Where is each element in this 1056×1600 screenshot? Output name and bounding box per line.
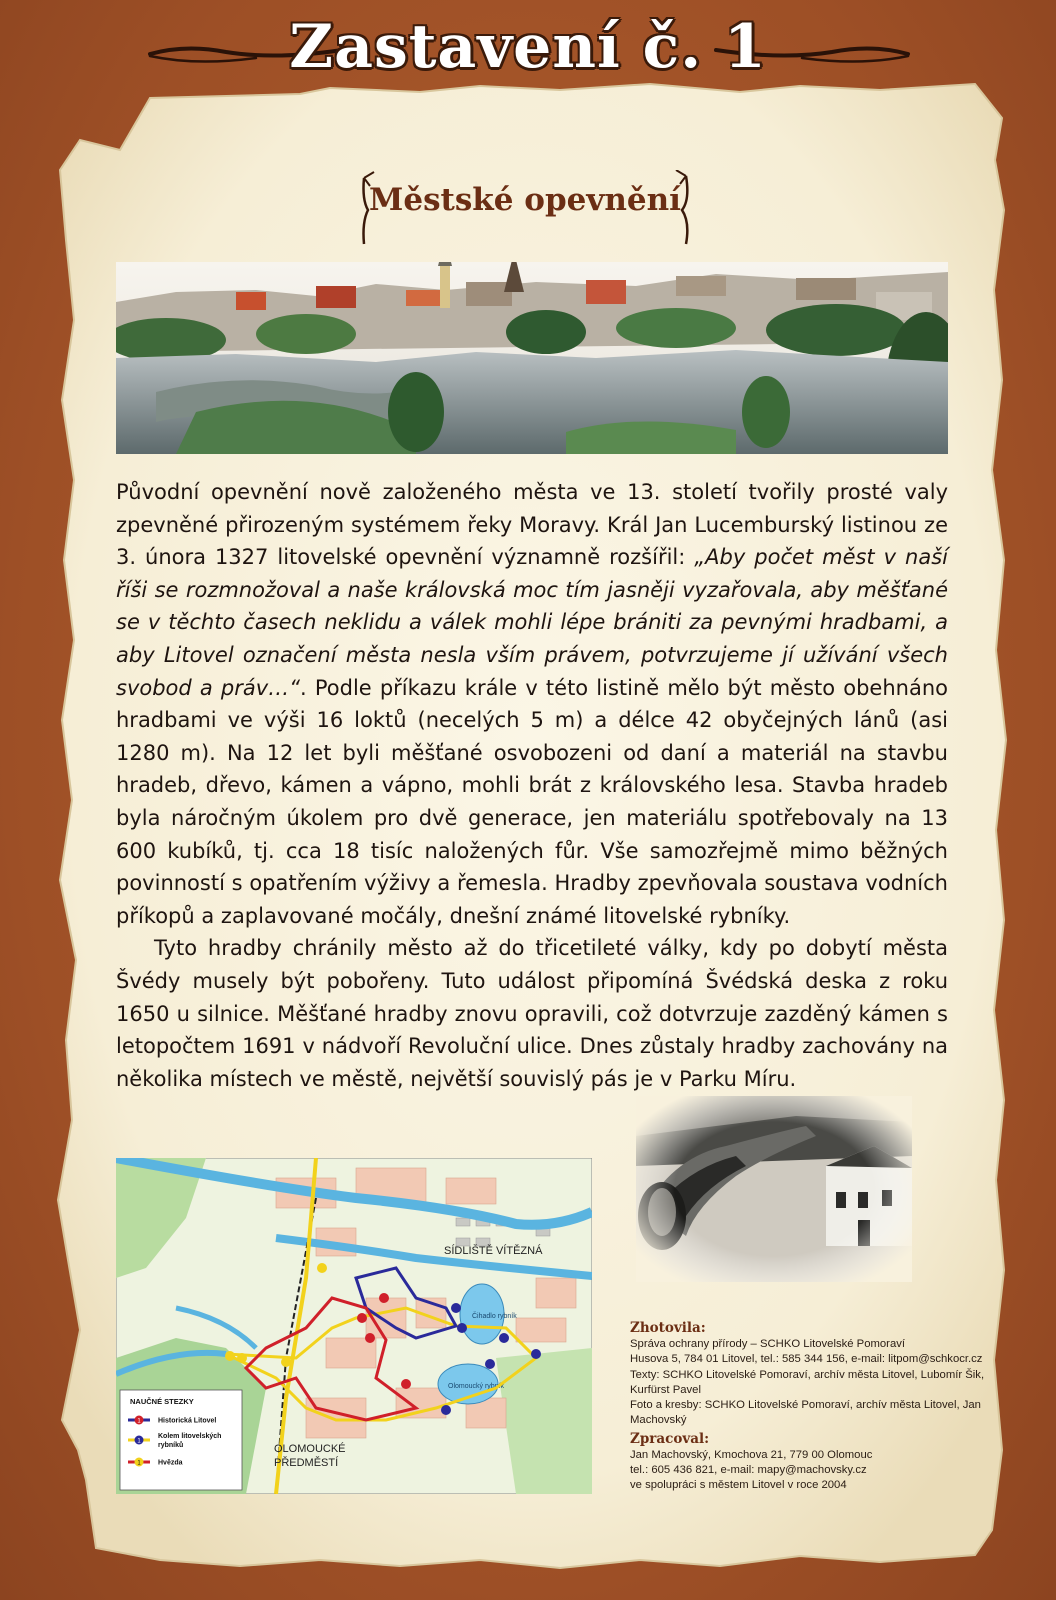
map-marker — [281, 1357, 291, 1367]
map-marker — [499, 1333, 509, 1343]
royal-charter-quote: „Aby počet měst v naší říši se rozmnožoval a naše královská moc tím jasněji vyzařovala, aby měšťané se v těchto časech neklidu a válek mohli lépe brániti za pevnými hradbami, a aby Litovel označení města nesla vším právem, potvrzujeme jí užívání všech svobod a práv…“ — [116, 545, 948, 700]
legend-label: Hvězda — [158, 1459, 183, 1467]
legend-number: 1 — [137, 1438, 141, 1445]
legend-number: 1 — [137, 1418, 141, 1425]
pond-label: Čihadlo rybník — [472, 1313, 517, 1320]
historic-wall-photo — [636, 1096, 912, 1282]
map-area-label: PŘEDMĚSTÍ — [274, 1457, 339, 1469]
credits-line: Husova 5, 784 01 Litovel, tel.: 585 344 156, e-mail: litpom@schkocr.cz — [630, 1353, 983, 1366]
map-marker — [457, 1323, 467, 1333]
credits — [630, 1320, 1010, 1496]
credits-line: Správa ochrany přírody – SCHKO Litovelské Pomoraví — [630, 1338, 906, 1350]
page-title: Zastavení č. 1 — [289, 12, 767, 82]
trail-map — [116, 1158, 592, 1494]
credits-made-by — [630, 1337, 1010, 1429]
map-marker — [531, 1349, 541, 1359]
article-body — [116, 476, 948, 1095]
map-marker — [237, 1353, 247, 1363]
paragraph-2: Tyto hradby chránily město až do třicetileté války, kdy po dobytí města Švédy musely být pobořeny. Tuto událost připomíná Švédská deska z roku 1650 u silnice. Měšťané hradby znovu opravili, což dotvrzuje zazděný kámen s letopočtem 1691 v nádvoří Revoluční ulice. Dnes zůstaly hradby zachovány na několika místech ve městě, největší souvislý pás je v Parku Míru. — [116, 936, 948, 1091]
map-marker — [379, 1293, 389, 1303]
map-marker — [441, 1405, 451, 1415]
map-area-label: OLOMOUCKÉ — [274, 1443, 346, 1455]
credits-processed-heading: Zpracoval: — [630, 1430, 710, 1447]
subtitle-frame — [360, 170, 690, 250]
credits-line: Texty: SCHKO Litovelské Pomoraví, archív města Litovel, Lubomír Šik, Kurfürst Pavel — [630, 1368, 985, 1396]
map-marker — [365, 1333, 375, 1343]
pond-label: Olomoucký rybník — [448, 1383, 505, 1390]
map-marker — [317, 1263, 327, 1273]
map-marker — [401, 1379, 411, 1389]
credits-processed-by — [630, 1448, 1010, 1494]
credits-line: Jan Machovský, Kmochova 21, 779 00 Olomouc — [630, 1448, 873, 1461]
map-marker — [485, 1359, 495, 1369]
map-marker — [225, 1351, 235, 1361]
map-area-label: SÍDLIŠTĚ VÍTĚZNÁ — [444, 1245, 543, 1257]
map-marker — [451, 1303, 461, 1313]
legend-title: NAUČNÉ STEZKY — [130, 1397, 194, 1406]
map-marker — [357, 1313, 367, 1323]
legend-label: rybníků — [158, 1442, 184, 1449]
section-subtitle: Městské opevnění — [369, 182, 681, 218]
credits-line: ve spolupráci s městem Litovel v roce 2004 — [630, 1479, 847, 1492]
town-panorama-photo — [116, 262, 948, 454]
paragraph-1 — [116, 476, 948, 932]
credits-line: tel.: 605 436 821, e-mail: mapy@machovsky.cz — [630, 1464, 867, 1477]
credits-made-by-heading: Zhotovila: — [630, 1320, 706, 1336]
paragraph-1-intro: Původní opevnění nově založeného města ve 13. století tvořily prosté valy zpevněné přirozeným systémem řeky Moravy. Král Jan Lucemburský listinou ze 3. února 1327 litovelské opevnění významně rozšířil: — [116, 480, 948, 570]
legend-label: Historická Litovel — [158, 1417, 217, 1425]
legend-number: 1 — [137, 1460, 141, 1467]
paragraph-1-rest: . Podle příkazu krále v této listině mělo být město obehnáno hradbami ve výši 16 loktů (necelých 5 m) a délce 42 obyčejných lánů (asi 1280 m). Na 12 let byli měšťané osvobozeni od daní a materiál na stavbu hradeb, dřevo, kámen a vápno, mohli brát z královského lesa. Stavba hradeb byla náročným úkolem pro dvě generace, jen materiálu spotřebovaly na 13 600 kubíků, tj. cca 18 tisíc naložených fůr. Vše samozřejmě mimo běžných povinností s opatřením výživy a řemesla. Hradby zpevňovala soustava vodních příkopů a zaplavované močály, dnešní známé litovelské rybníky. — [116, 675, 948, 928]
credits-line: Foto a kresby: SCHKO Litovelské Pomoraví, archív města Litovel, Jan Machovský — [630, 1399, 981, 1427]
legend-label: Kolem litovelských — [158, 1433, 222, 1440]
